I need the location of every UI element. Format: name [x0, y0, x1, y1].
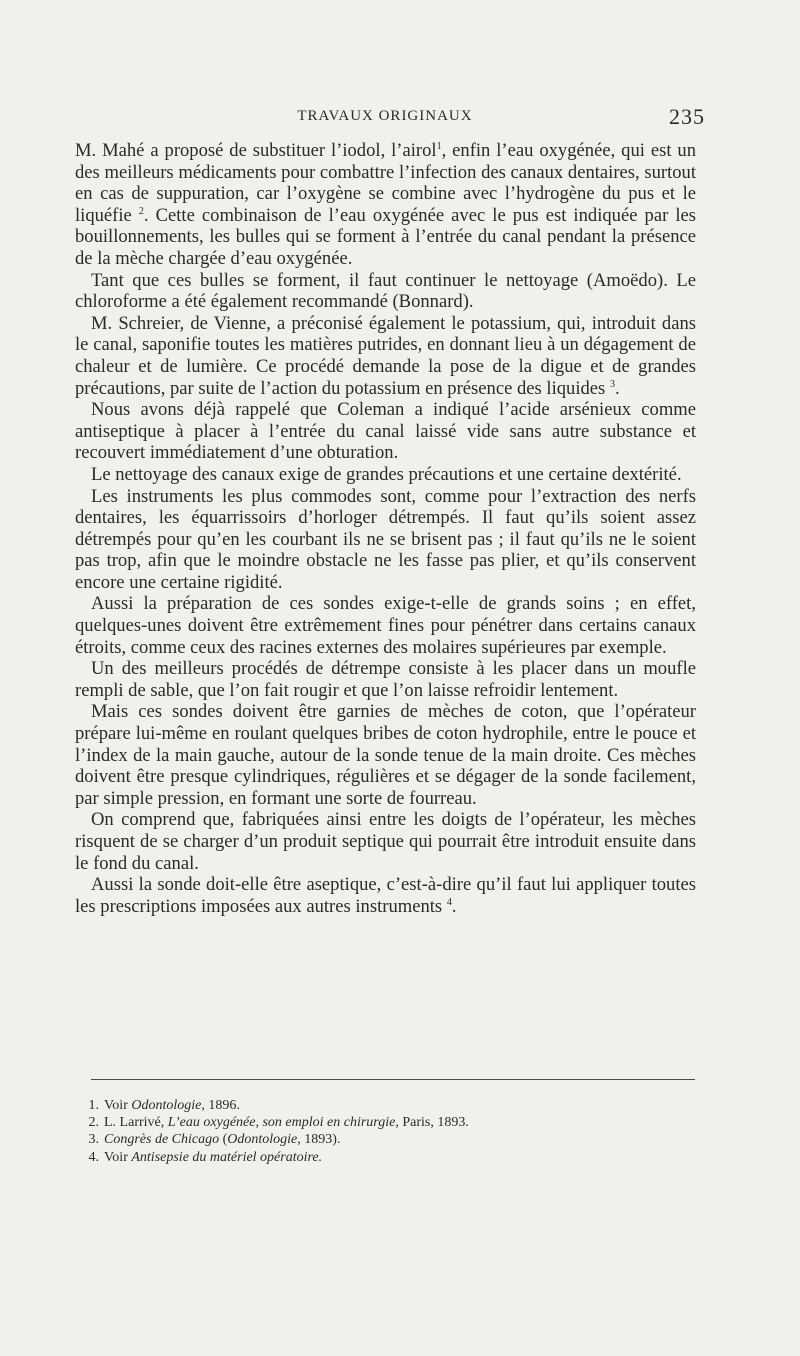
- paragraph: [75, 313, 696, 399]
- text-run: Les instruments les plus commodes sont, comme pour l’extraction des nerfs dentaires, les équarrissoirs d’horloger détrempés. Il faut qu’ils soient assez détrempés pour qu’en les courbant ils ne se brisent pas ; il faut qu’ils ne le soient pas trop, afin que le moindre obstacle ne les fasse pas plier, et qu’ils conservent encore une certaine rigidité.: [75, 485, 696, 593]
- text-run: Voir: [104, 1149, 132, 1165]
- text-run: L. Larrivé,: [104, 1115, 168, 1131]
- footnote-number: 1.: [88, 1098, 99, 1113]
- paragraph: [75, 486, 696, 594]
- paragraph: [75, 464, 696, 486]
- footnote-reference: 3: [609, 378, 615, 390]
- text-run: , Paris, 1893.: [395, 1115, 469, 1131]
- italic-text: Odontologie: [131, 1098, 202, 1113]
- italic-text: Congrès de Chicago: [104, 1132, 220, 1148]
- text-run: Le nettoyage des canaux exige de grandes précautions et une certaine dextérité.: [91, 463, 682, 485]
- text-run: Tant que ces bulles se forment, il faut continuer le nettoyage (Amoëdo). Le chloroforme a été également recommandé (Bonnard).: [75, 269, 696, 313]
- text-run: Aussi la sonde doit-elle être aseptique, c’est-à-dire qu’il faut lui appliquer toutes les prescriptions imposées aux autres instruments: [75, 874, 696, 917]
- page-number: 235: [669, 104, 705, 129]
- footnote-number: 4.: [88, 1149, 99, 1165]
- body-text: [75, 140, 696, 917]
- paragraph: [75, 270, 696, 313]
- italic-text: L’eau oxygénée, son emploi en chirurgie: [167, 1115, 396, 1131]
- text-run: Voir: [104, 1098, 132, 1113]
- text-run: (: [219, 1132, 228, 1148]
- italic-text: Antisepsie du matériel opératoire.: [131, 1149, 323, 1165]
- paragraph: [75, 809, 696, 874]
- text-run: Aussi la préparation de ces sondes exige-t-elle de grands soins ; en effet, quelques-unes doivent être extrêmement fines pour pénétrer dans certains canaux étroits, comme ceux des racines externes des molaires supérieures par exemple.: [75, 593, 696, 658]
- text-run: , 1896.: [201, 1098, 240, 1113]
- footnote: [85, 1097, 695, 1114]
- paragraph: [75, 593, 696, 658]
- text-run: Nous avons déjà rappelé que Coleman a indiqué l’acide arsénieux comme antiseptique à placer à l’entrée du canal laissé vide sans autre substance et recouvert immédiatement d’une obturation.: [75, 399, 696, 464]
- page-header: [75, 104, 705, 132]
- footnote-number: 3.: [88, 1132, 99, 1148]
- footnote-reference: 4: [446, 896, 452, 908]
- paragraph: [75, 658, 696, 701]
- text-run: M. Mahé a proposé de substituer l’iodol, l’airol: [75, 140, 437, 161]
- footnote-number: 2.: [88, 1115, 99, 1131]
- footnote: [85, 1149, 695, 1166]
- footnote-rule: [91, 1079, 695, 1080]
- text-run: Mais ces sondes doivent être garnies de mèches de coton, que l’opérateur prépare lui-même en roulant quelques bribes de coton hydrophile, entre le pouce et l’index de la main gauche, autour de la sonde tenue de la main droite. Ces mèches doivent être presque cylindriques, régulières et se dégager de la sonde facilement, par simple pression, en formant une sorte de fourreau.: [75, 701, 696, 809]
- text-run: .: [614, 377, 620, 399]
- paragraph: [75, 399, 696, 464]
- text-run: , enfin l’eau oxygénée, qui est un des meilleurs médicaments pour combattre l’infection des canaux dentaires, surtout en cas de suppuration, car l’oxygène se combine avec l’hydrogène du pus et le liquéfie: [75, 140, 696, 226]
- paragraph: [75, 874, 696, 917]
- paragraph: [75, 701, 696, 809]
- italic-text: Odontologie: [227, 1132, 298, 1148]
- text-run: Un des meilleurs procédés de détrempe consiste à les placer dans un moufle rempli de sable, que l’on fait rougir et que l’on laisse refroidir lentement.: [75, 658, 696, 701]
- running-head: TRAVAUX ORIGINAUX: [297, 108, 473, 124]
- footnote-reference: 1: [436, 140, 442, 152]
- footnote: [85, 1114, 695, 1131]
- text-run: , 1893).: [297, 1132, 341, 1148]
- text-run: On comprend que, fabriquées ainsi entre les doigts de l’opérateur, les mèches risquent de se charger d’un produit septique qui pourrait être introduit ensuite dans le fond du canal.: [75, 809, 696, 874]
- footnote-reference: 2: [138, 205, 144, 217]
- text-run: . Cette combinaison de l’eau oxygénée avec le pus est indiquée par les bouillonnements, les bulles qui se forment à l’entrée du canal pendant la présence de la mèche chargée d’eau oxygénée.: [75, 204, 697, 269]
- text-run: .: [451, 895, 457, 917]
- footnote: [85, 1131, 695, 1148]
- text-run: M. Schreier, de Vienne, a préconisé également le potassium, qui, introduit dans le canal, saponifie toutes les matières putrides, en donnant lieu à un dégagement de chaleur et de lumière. Ce procédé demande la pose de la digue et de grandes précautions, par suite de l’action du potassium en présence des liquides: [75, 312, 696, 399]
- footnotes: [85, 1097, 695, 1166]
- paragraph: [75, 140, 696, 270]
